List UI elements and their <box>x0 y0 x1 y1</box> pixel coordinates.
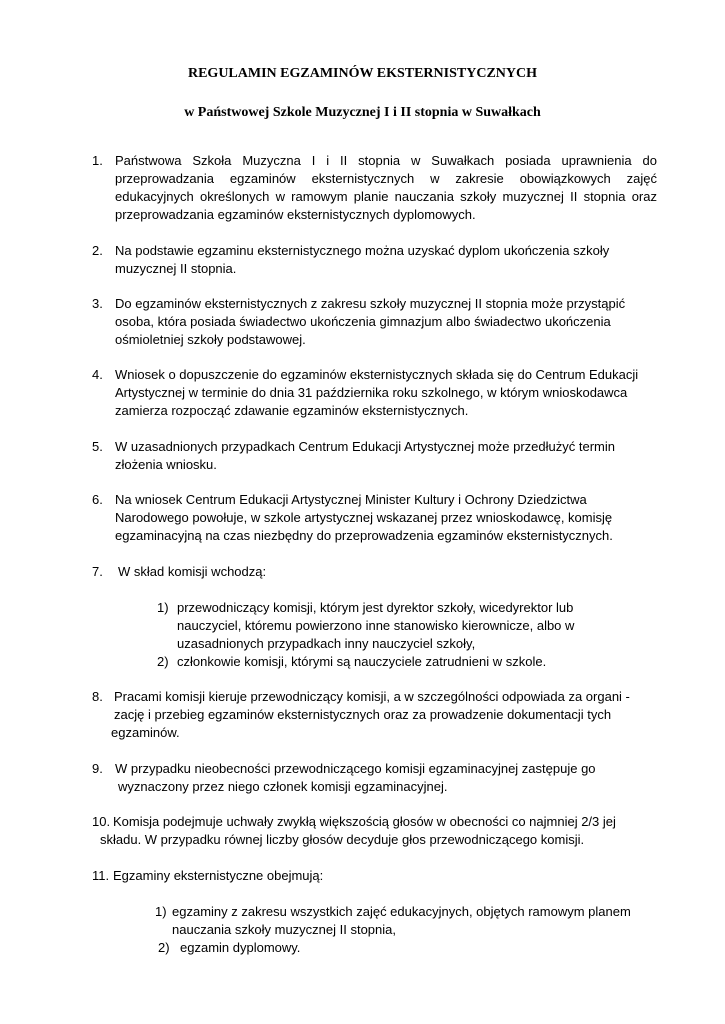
item-2-line-1: Na podstawie egzaminu eksternistycznego można uzyskać dyplom ukończenia szkoły <box>115 243 610 258</box>
item-5-line-1: W uzasadnionych przypadkach Centrum Edukacji Artystycznej może przedłużyć termin <box>115 439 615 454</box>
item-number-11: 11. <box>92 868 110 883</box>
document-title: REGULAMIN EGZAMINÓW EKSTERNISTYCZNYCH <box>187 66 537 81</box>
item-2-line-2: muzycznej II stopnia. <box>115 261 237 276</box>
item-7-sub-1-line-3: uzasadnionych przypadkach inny nauczyciel szkoły, <box>177 636 476 651</box>
item-8-line-3: egzaminów. <box>111 725 180 740</box>
item-number-8: 8. <box>92 689 103 704</box>
document-subtitle: w Państwowej Szkole Muzycznej I i II stopnia w Suwałkach <box>184 105 541 120</box>
item-5-line-2: złożenia wniosku. <box>115 457 217 472</box>
item-number-5: 5. <box>92 439 103 454</box>
item-11-sub-number-2: 2) <box>158 940 170 955</box>
item-6-line-1: Na wniosek Centrum Edukacji Artystycznej Minister Kultury i Ochrony Dziedzictwa <box>115 492 587 507</box>
item-11-sub-number-1: 1) <box>155 904 167 919</box>
item-6-line-2: Narodowego powołuje, w szkole artystycznej wskazanej przez wnioskodawcę, komisję <box>115 510 613 525</box>
item-number-7: 7. <box>92 564 103 579</box>
item-11-sub-1-line-1: egzaminy z zakresu wszystkich zajęć edukacyjnych, objętych ramowym planem <box>172 904 631 919</box>
item-number-2: 2. <box>92 243 103 258</box>
item-10-line-1: Komisja podejmuje uchwały zwykłą większością głosów w obecności co najmniej 2/3 jej <box>113 814 616 829</box>
item-11-sub-1-line-2: nauczania szkoły muzycznej II stopnia, <box>172 922 396 937</box>
item-7-sub-2-line-1: członkowie komisji, którymi są nauczyciele zatrudnieni w szkole. <box>177 654 547 669</box>
item-9-line-1: W przypadku nieobecności przewodniczącego komisji egzaminacyjnej zastępuje go <box>115 761 596 776</box>
item-number-9: 9. <box>92 761 103 776</box>
item-7-sub-1-line-2: nauczyciel, któremu powierzono inne stanowisko kierownicze, albo w <box>177 618 575 633</box>
item-6-line-3: egzaminacyjną na czas niezbędny do przeprowadzenia egzaminów eksternistycznych. <box>115 528 613 543</box>
item-11-line-1: Egzaminy eksternistyczne obejmują: <box>113 868 324 883</box>
item-number-3: 3. <box>92 296 103 311</box>
item-10-line-2: składu. W przypadku równej liczby głosów decyduje głos przewodniczącego komisji. <box>100 832 585 847</box>
item-7-sub-number-2: 2) <box>157 654 169 669</box>
item-9-line-2: wyznaczony przez niego członek komisji egzaminacyjnej. <box>118 779 448 794</box>
item-1-line-1: Państwowa Szkoła Muzyczna I i II stopnia w Suwałkach posiada uprawnienia do <box>115 153 657 168</box>
item-number-6: 6. <box>92 492 103 507</box>
item-number-1: 1. <box>92 153 103 168</box>
item-3-line-3: ośmioletniej szkoły podstawowej. <box>115 332 306 347</box>
item-7-sub-1-line-1: przewodniczący komisji, którym jest dyrektor szkoły, wicedyrektor lub <box>177 600 574 615</box>
item-7-sub-number-1: 1) <box>157 600 169 615</box>
item-11-sub-2-line-1: egzamin dyplomowy. <box>180 940 301 955</box>
item-3-line-2: osoba, która posiada świadectwo ukończenia gimnazjum albo świadectwo ukończenia <box>115 314 611 329</box>
item-7-line-1: W skład komisji wchodzą: <box>118 564 267 579</box>
item-number-4: 4. <box>92 367 103 382</box>
item-number-10: 10. <box>92 814 111 829</box>
item-1-line-3: edukacyjnych określonych w ramowym planie nauczania szkoły muzycznej II stopnia oraz <box>115 189 657 204</box>
item-4-line-2: Artystycznej w terminie do dnia 31 października roku szkolnego, w którym wnioskodawca <box>115 385 628 400</box>
item-8-line-2: zację i przebieg egzaminów eksternistycznych oraz za prowadzenie dokumentacji tych <box>114 707 612 722</box>
item-4-line-3: zamierza rozpocząć zdawanie egzaminów eksternistycznych. <box>115 403 469 418</box>
item-3-line-1: Do egzaminów eksternistycznych z zakresu szkoły muzycznej II stopnia może przystąpić <box>115 296 626 311</box>
item-4-line-1: Wniosek o dopuszczenie do egzaminów eksternistycznych składa się do Centrum Edukacji <box>115 367 639 382</box>
item-1-line-2: przeprowadzania egzaminów eksternistycznych w zakresie obowiązkowych zajęć <box>115 171 657 186</box>
item-1-line-4: przeprowadzania egzaminów eksternistycznych dyplomowych. <box>115 207 476 222</box>
item-8-line-1: Pracami komisji kieruje przewodniczący komisji, a w szczególności odpowiada za organi - <box>114 689 630 704</box>
